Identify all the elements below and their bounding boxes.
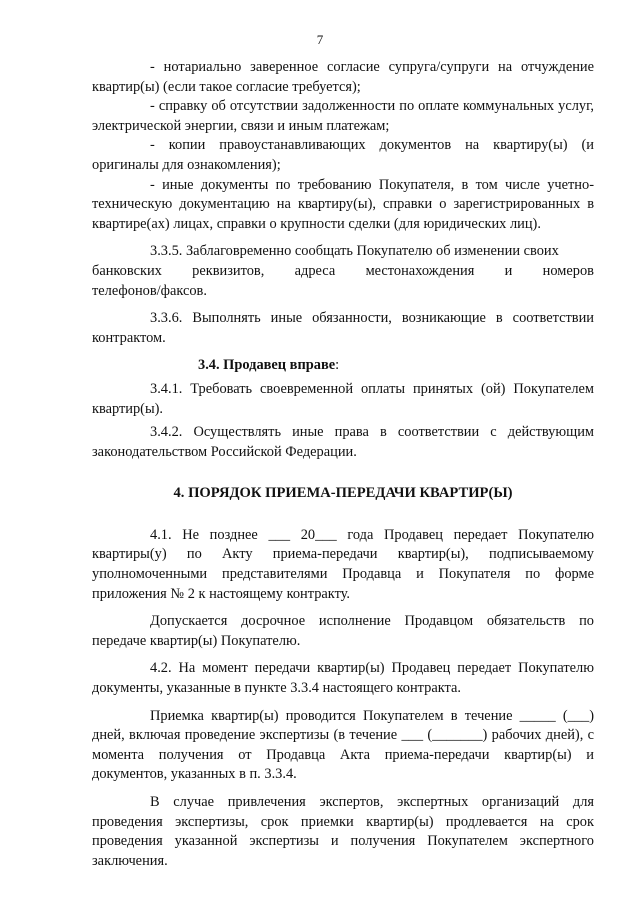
- clause-4-1: 4.1. Не позднее ___ 20___ года Продавец передает Покупателю квартиры(у) по Акту приема-передачи квартир(ы), подписываемому уполномоченными представителями Продавца и Покупателя по форме приложения № 2 к настоящему контракту.: [92, 526, 594, 602]
- page-number: 7: [316, 32, 324, 47]
- clause-3-4-1: 3.4.1. Требовать своевременной оплаты принятых (ой) Покупателем квартир(ы).: [92, 380, 594, 417]
- clause-3-3-5-line3: телефонов/факсов.: [92, 282, 207, 299]
- word: адреса: [294, 262, 336, 279]
- word: банковских: [92, 262, 162, 279]
- clause-4-2: 4.2. На момент передачи квартир(ы) Продавец передает Покупателю документы, указанные в пункте 3.3.4 настоящего контракта.: [92, 660, 594, 697]
- clause-3-3-5: [92, 242, 594, 301]
- clause-3-3-5-line1: 3.3.5. Заблаговременно сообщать Покупателю об изменении своих: [150, 243, 559, 260]
- word: реквизитов,: [192, 262, 265, 279]
- paragraph-experts: В случае привлечения экспертов, экспертных организаций для проведения экспертизы, срок приемки квартир(ы) продлевается на срок проведения указанной экспертизы и получения Покупателем экспертного заключения.: [92, 794, 594, 869]
- paragraph-acceptance: Приемка квартир(ы) проводится Покупателем в течение _____ (___) дней, включая проведение экспертизы (в течение ___ (_______) рабочих дней), с момента получения от Продавца Акта приема-передачи квартир(ы) и документов, указанных в п. 3.3.4.: [92, 707, 594, 783]
- subsection-3-4-title-text: 3.4. Продавец вправе: [198, 357, 336, 374]
- subsection-3-4-title: [92, 356, 594, 376]
- clause-3-3-6: 3.3.6. Выполнять иные обязанности, возникающие в соответствии контрактом.: [92, 310, 594, 346]
- word: номеров: [542, 262, 594, 279]
- word: местонахождения: [365, 262, 475, 279]
- item-notary-consent: - нотариально заверенное согласие супруга/супруги на отчуждение квартир(ы) (если такое согласие требуется);: [92, 59, 594, 95]
- clause-3-3-5-line2: [92, 262, 594, 282]
- item-title-documents: - копии правоустанавливающих документов на квартиру(ы) (и оригиналы для ознакомления);: [92, 137, 594, 173]
- section-4-heading: 4. ПОРЯДОК ПРИЕМА-ПЕРЕДАЧИ КВАРТИР(Ы): [173, 485, 513, 502]
- item-other-documents: - иные документы по требованию Покупателя, в том числе учетно-техническую документацию на квартиру(ы), справки о зарегистрированных в квартире(ах) лицах, справки о крупности сделки (для юридических лиц).: [92, 176, 594, 232]
- clause-3-4-2: 3.4.2. Осуществлять иные права в соответствии с действующим законодательством Российской Федерации.: [92, 424, 594, 460]
- word: и: [504, 262, 513, 279]
- document-body: [92, 58, 594, 871]
- item-debt-certificate: - справку об отсутствии задолженности по оплате коммунальных услуг, электрической энергии, связи и иным платежам;: [92, 98, 594, 134]
- subsection-3-4-colon: :: [335, 357, 340, 374]
- paragraph-early-performance: Допускается досрочное исполнение Продавцом обязательств по передаче квартир(ы) Покупателю.: [92, 613, 594, 649]
